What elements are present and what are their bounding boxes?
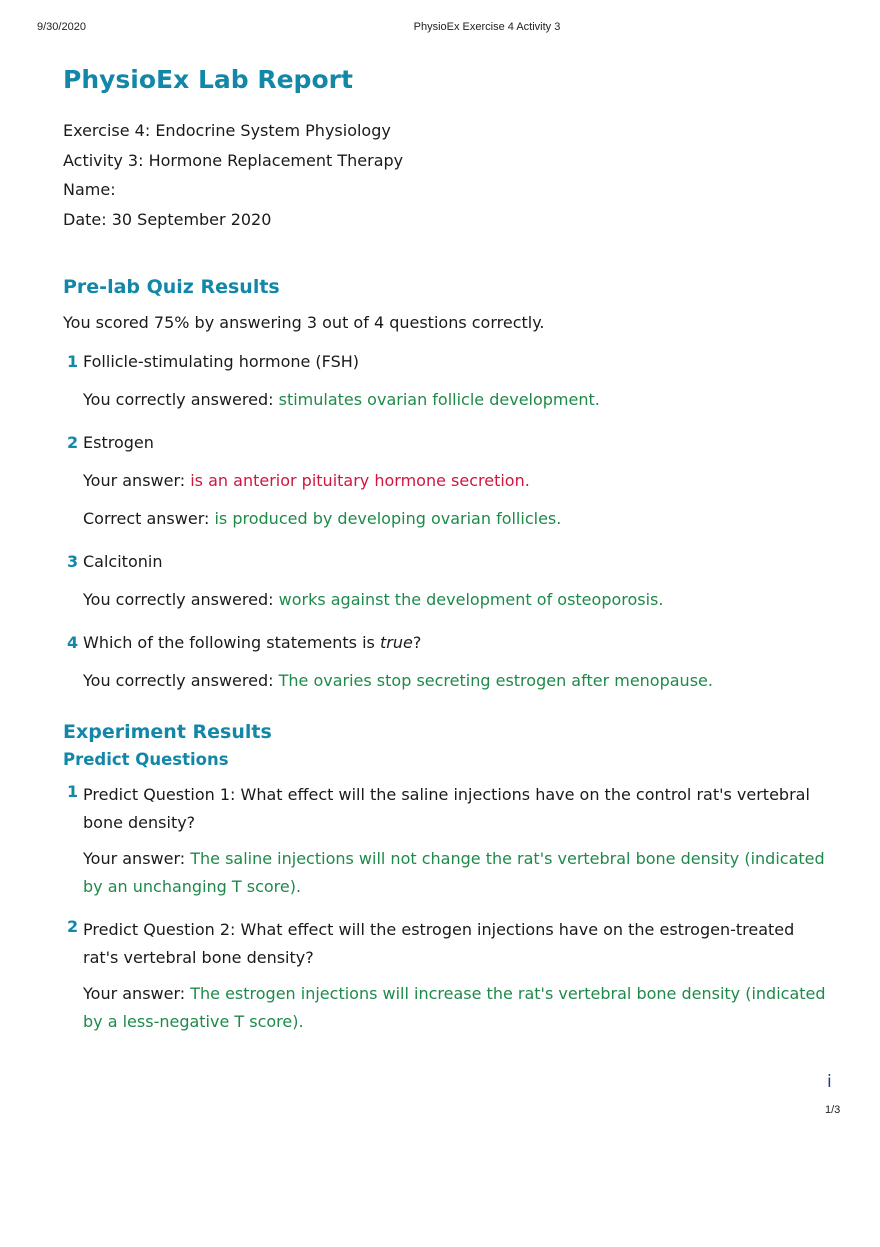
prelab-question: [63, 432, 833, 530]
answer-label: Your answer:: [83, 984, 186, 1003]
question-text: Estrogen: [83, 433, 154, 452]
question-text: Calcitonin: [83, 552, 163, 571]
predict-question: [63, 781, 833, 900]
activity-line: Activity 3: Hormone Replacement Therapy: [63, 150, 404, 170]
correct-answer-line: [83, 508, 833, 530]
question-number: 2: [67, 433, 79, 452]
name-line: Name:: [63, 180, 116, 199]
question-text: Predict Question 1: What effect will the saline injections have on the control rat's vertebral bone density?: [83, 785, 810, 832]
correct-answer-line: [83, 389, 833, 411]
question-text-start: Which of the following statements is: [83, 633, 375, 652]
prelab-score: You scored 75% by answering 3 out of 4 questions correctly.: [63, 313, 545, 332]
report-title: PhysioEx Lab Report: [63, 65, 353, 94]
date-line: Date: 30 September 2020: [63, 209, 272, 229]
prelab-question: [63, 632, 833, 692]
print-header: [0, 21, 880, 37]
question-text: Follicle-stimulating hormone (FSH): [83, 352, 360, 371]
correct-answer: is produced by developing ovarian follicles.: [214, 509, 562, 528]
predict-subheading: Predict Questions: [63, 750, 229, 769]
experiment-heading: Experiment Results: [63, 721, 272, 743]
question-text-end: ?: [412, 633, 422, 652]
your-answer-line: [83, 980, 833, 1035]
report-meta: [63, 116, 833, 234]
info-icon[interactable]: i: [827, 1072, 832, 1092]
correct-answer: stimulates ovarian follicle development.: [278, 390, 600, 409]
print-date: 9/30/2020: [37, 21, 86, 33]
prelab-heading: Pre-lab Quiz Results: [63, 276, 280, 298]
your-answer-line: [83, 845, 833, 900]
answer-label: Your answer:: [83, 471, 186, 490]
predict-question: [63, 916, 833, 1035]
prelab-question: [63, 551, 833, 611]
answer-label: You correctly answered:: [83, 671, 274, 690]
correct-answer: works against the development of osteoporosis.: [278, 590, 664, 609]
answer-label: You correctly answered:: [83, 390, 274, 409]
question-text-emphasis: true: [379, 633, 413, 652]
incorrect-answer: is an anterior pituitary hormone secretion.: [190, 471, 530, 490]
answer-label: You correctly answered:: [83, 590, 274, 609]
correct-answer-line: [83, 670, 833, 692]
question-number: 1: [67, 352, 79, 371]
question-number: 3: [67, 552, 79, 571]
correct-answer-line: [83, 589, 833, 611]
your-answer: The saline injections will not change the rat's vertebral bone density (indicated by an unchanging T score).: [83, 849, 825, 896]
your-answer-line: [83, 470, 833, 492]
page-number: 1/3: [825, 1104, 841, 1116]
question-number: 1: [67, 782, 79, 801]
exercise-line: Exercise 4: Endocrine System Physiology: [63, 121, 391, 140]
question-number: 2: [67, 917, 79, 936]
report-content: [63, 64, 833, 1035]
print-title: PhysioEx Exercise 4 Activity 3: [413, 21, 561, 33]
question-number: 4: [67, 633, 79, 652]
correct-answer: The ovaries stop secreting estrogen after menopause.: [278, 671, 713, 690]
question-text: Predict Question 2: What effect will the estrogen injections have on the estrogen-treated rat's vertebral bone density?: [83, 920, 795, 967]
answer-label: Your answer:: [83, 849, 186, 868]
your-answer: The estrogen injections will increase the rat's vertebral bone density (indicated by a less-negative T score).: [83, 984, 826, 1031]
prelab-question: [63, 351, 833, 411]
question-text: [83, 632, 833, 654]
answer-label: Correct answer:: [83, 509, 210, 528]
